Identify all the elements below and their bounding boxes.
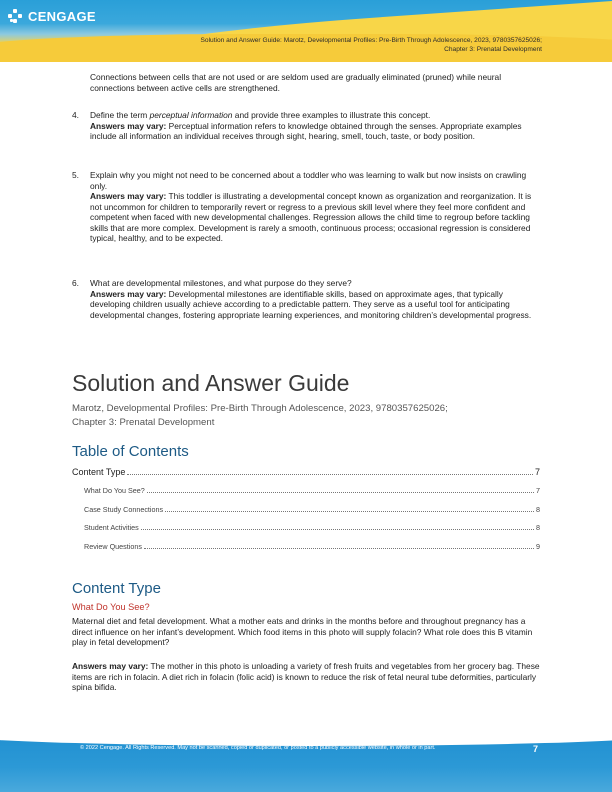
toc-item-page: 7 <box>536 486 540 495</box>
toc-item-page: 8 <box>536 523 540 532</box>
guide-title: Solution and Answer Guide <box>72 370 350 396</box>
answer-text: Answers may vary: This toddler is illustrating a developmental concept known as organization and reorganization. It is not uncommon for children to temporarily revert or regress to a previous skill level where they feel more confident and competent when faced with new developmental challenges. Regression allows the child time to regroup before tackling skills that are more complex. Development is rarely a smooth, continuous process; occasional regression is considered typical, healthy, and to be expected. <box>90 191 532 243</box>
cengage-mark-icon <box>8 8 24 24</box>
answer-label: Answers may vary: <box>90 120 167 131</box>
answer-text: Answers may vary: Perceptual information refers to knowledge obtained through the senses. Appropriate examples include all information an individual receives through sight, hearing, smell, touch, taste, or body position. <box>90 120 522 141</box>
toc-leader-dots <box>165 511 534 512</box>
section-answer: Answers may vary: The mother in this photo is unloading a variety of fresh fruits and vegetables from her grocery bag. These items are rich in folacin. A diet rich in folacin (folic acid) is known to reduce the risk of fetal neural tube deformities, particularly spina bifida. <box>72 661 540 692</box>
toc-item-label: Student Activities <box>84 523 139 532</box>
question-4 <box>72 110 540 142</box>
question-number: 6. <box>72 278 79 288</box>
toc-item[interactable] <box>72 542 540 551</box>
page-footer-band <box>0 730 612 792</box>
toc-item-label: Review Questions <box>84 542 142 551</box>
section-heading: Content Type <box>72 580 161 597</box>
toc-item[interactable] <box>72 467 540 477</box>
toc-leader-dots <box>147 492 534 493</box>
question-6 <box>72 278 540 320</box>
toc-item[interactable] <box>72 486 540 495</box>
question-5 <box>72 170 540 244</box>
question-text: Explain why you might not need to be concerned about a toddler who was learning to walk but now insists on crawling only. <box>90 170 527 191</box>
key-term: perceptual information <box>149 110 233 120</box>
toc-item-page: 9 <box>536 542 540 551</box>
toc-item[interactable] <box>72 505 540 514</box>
page-number: 7 <box>533 744 539 754</box>
question-number: 5. <box>72 170 79 180</box>
continuation-paragraph: Connections between cells that are not used or are seldom used are gradually eliminated (pruned) while neural connections between active cells are strengthened. <box>90 72 502 93</box>
logo-text: CENGAGE <box>28 8 96 24</box>
copyright-notice: © 2022 Cengage. All Rights Reserved. May not be scanned, copied or duplicated, or posted to a publicly accessible website, in whole or in part. <box>80 745 436 751</box>
running-header-chapter: Chapter 3: Prenatal Development <box>444 46 542 53</box>
toc-item-label: What Do You See? <box>84 486 145 495</box>
toc-leader-dots <box>144 548 534 549</box>
toc-item-page: 8 <box>536 505 540 514</box>
answer-label: Answers may vary: <box>90 191 167 201</box>
toc-leader-dots <box>127 474 533 475</box>
question-text: Define the term perceptual information and provide three examples to illustrate this concept. <box>90 110 431 120</box>
guide-subtitle: Marotz, Developmental Profiles: Pre-Birth Through Adolescence, 2023, 9780357625026; <box>72 403 448 414</box>
toc-item-page: 7 <box>534 467 540 477</box>
question-number: 4. <box>72 110 79 120</box>
toc-leader-dots <box>141 529 534 530</box>
answer-label: Answers may vary: <box>72 661 149 671</box>
answer-text: Answers may vary: Developmental milestones are identifiable skills, based on approximate ages, that typically developing children usually achieve according to a predictable pattern. They serve as a useful tool for anticipating developmental changes, fostering appropriate learning experiences, and monitoring children’s developmental progress. <box>90 288 532 320</box>
guide-chapter: Chapter 3: Prenatal Development <box>72 417 215 428</box>
section-paragraph: Maternal diet and fetal development. What a mother eats and drinks in the months before and throughout pregnancy has a direct influence on her infant’s development. Which food items in this photo will supply folacin? What role does this B vitamin play in fetal development? <box>72 616 533 647</box>
toc-item[interactable] <box>72 523 540 532</box>
toc-item-label: Content Type <box>72 467 126 477</box>
toc-heading: Table of Contents <box>72 443 189 460</box>
toc-item-label: Case Study Connections <box>84 505 164 514</box>
cengage-logo <box>8 8 96 24</box>
subsection-heading: What Do You See? <box>72 602 150 612</box>
answer-label: Answers may vary: <box>90 288 167 299</box>
question-text: What are developmental milestones, and what purpose do they serve? <box>90 278 352 288</box>
running-header-title: Solution and Answer Guide: Marotz, Developmental Profiles: Pre-Birth Through Adolescence, 2023, 9780357625026; <box>200 37 542 44</box>
